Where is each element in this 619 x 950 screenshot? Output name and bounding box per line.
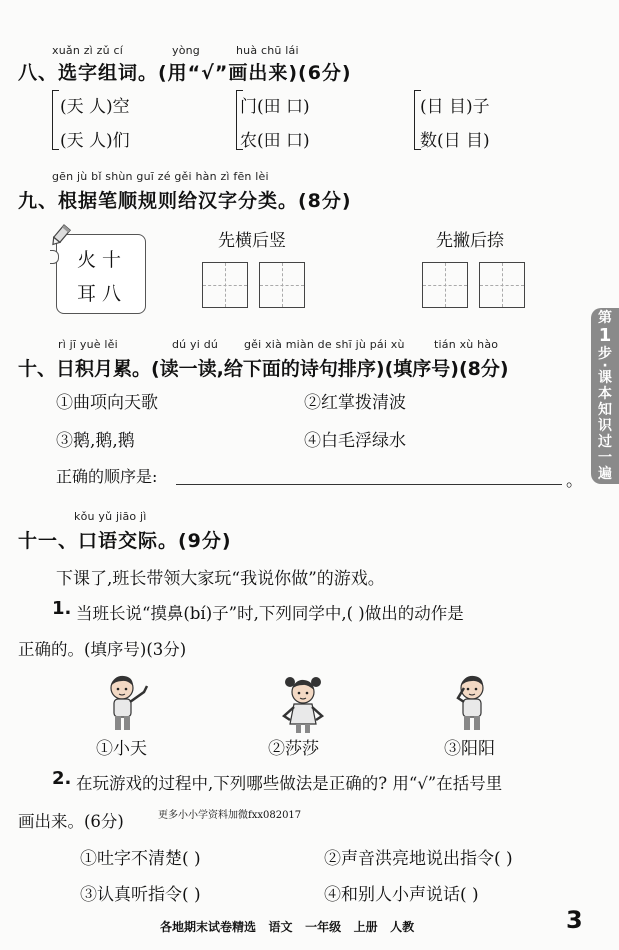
answer-box[interactable]: [202, 262, 248, 308]
group2-row1[interactable]: 门(田 口): [240, 97, 310, 117]
tab-char: 遍: [598, 466, 612, 482]
answer-line[interactable]: [176, 484, 562, 485]
sec10-pinyin: rì jī yuè lěi: [58, 338, 118, 351]
page-number: 3: [566, 906, 583, 934]
q1-line1: 当班长说“摸鼻(bí)子”时,下列同学中,( )做出的动作是: [76, 604, 464, 623]
q2-line1: 在玩游戏的过程中,下列哪些做法是正确的? 用“√”在括号里: [76, 774, 503, 793]
sec11-pinyin: kǒu yǔ jiāo jì: [74, 510, 147, 523]
pencil-icon: [47, 223, 73, 249]
tab-char: 本: [598, 386, 612, 402]
sec8-pinyin-2: yòng: [172, 44, 200, 57]
chars-row1: 火 十: [77, 249, 122, 271]
answer-period: 。: [566, 471, 583, 491]
option-2[interactable]: ②声音洪亮地说出指令( ): [324, 849, 513, 869]
char-card: [56, 234, 146, 314]
tab-char: 一: [598, 450, 612, 466]
sec10-title: 十、日积月累。(读一读,给下面的诗句排序)(填序号)(8分): [18, 358, 509, 380]
girl-shasha-icon: [276, 674, 332, 736]
sec8-pinyin-3: huà chū lái: [236, 44, 299, 57]
option-3[interactable]: ③认真听指令( ): [80, 885, 201, 905]
tab-char: 步: [598, 346, 612, 362]
group3-row1[interactable]: (日 目)子: [420, 97, 490, 117]
tab-char: 识: [598, 418, 612, 434]
poem-line-4: ④白毛浮绿水: [304, 431, 406, 451]
sec10-pinyin-2: dú yi dú: [172, 338, 219, 351]
group2-row2[interactable]: 农(田 口): [240, 131, 310, 151]
answer-box[interactable]: [259, 262, 305, 308]
sec11-title: 十一、口语交际。(9分): [18, 530, 232, 552]
col2-label: 先撇后捺: [436, 231, 504, 251]
group1-row1[interactable]: (天 人)空: [60, 97, 130, 117]
sec10-pinyin-4: tián xù hào: [434, 338, 499, 351]
watermark-text: 更多小小学资料加微fxx082017: [158, 810, 302, 821]
tab-char: 第: [598, 310, 612, 326]
chars-row2: 耳 八: [77, 283, 122, 305]
col1-label: 先横后竖: [218, 231, 286, 251]
answer-box[interactable]: [479, 262, 525, 308]
answer-label: 正确的顺序是:: [56, 467, 158, 486]
kid-label-1: ①小天: [96, 739, 147, 759]
sec11-intro: 下课了,班长带领大家玩“我说你做”的游戏。: [56, 569, 385, 589]
q2-number: 2.: [52, 768, 72, 789]
brace-1: [52, 90, 59, 150]
tab-char: 1: [598, 325, 612, 346]
footer-text: 各地期末试卷精选 语文 一年级 上册 人教: [160, 920, 415, 934]
sec8-pinyin: xuǎn zì zǔ cí: [52, 44, 123, 57]
tab-char: ·: [602, 358, 608, 374]
option-4[interactable]: ④和别人小声说话( ): [324, 885, 479, 905]
poem-line-2: ②红掌拨清波: [304, 393, 406, 413]
tab-char: 课: [598, 370, 612, 386]
tab-char: 知: [598, 402, 612, 418]
q2-line2: 画出来。(6分): [18, 812, 124, 831]
option-1[interactable]: ①吐字不清楚( ): [80, 849, 201, 869]
sec9-title: 九、根据笔顺规则给汉字分类。(8分): [18, 190, 352, 212]
poem-line-1: ①曲项向天歌: [56, 393, 158, 413]
sec9-pinyin: gēn jù bǐ shùn guī zé gěi hàn zì fēn lèi: [52, 170, 269, 183]
group3-row2[interactable]: 数(日 目): [420, 131, 490, 151]
tab-char: 过: [598, 434, 612, 450]
sec8-title: 八、选字组词。(用“√”画出来)(6分): [18, 62, 352, 84]
boy-xiaotian-icon: [100, 672, 156, 734]
kid-label-3: ③阳阳: [444, 739, 495, 759]
group1-row2[interactable]: (天 人)们: [60, 131, 130, 151]
step-side-tab: [591, 308, 619, 484]
boy-yangyang-icon: [446, 672, 502, 734]
answer-box[interactable]: [422, 262, 468, 308]
q1-line2: 正确的。(填序号)(3分): [18, 640, 187, 659]
poem-line-3: ③鹅,鹅,鹅: [56, 431, 135, 451]
q1-number: 1.: [52, 598, 72, 619]
kid-label-2: ②莎莎: [268, 739, 319, 759]
sec10-pinyin-3: gěi xià miàn de shī jù pái xù: [244, 338, 405, 351]
